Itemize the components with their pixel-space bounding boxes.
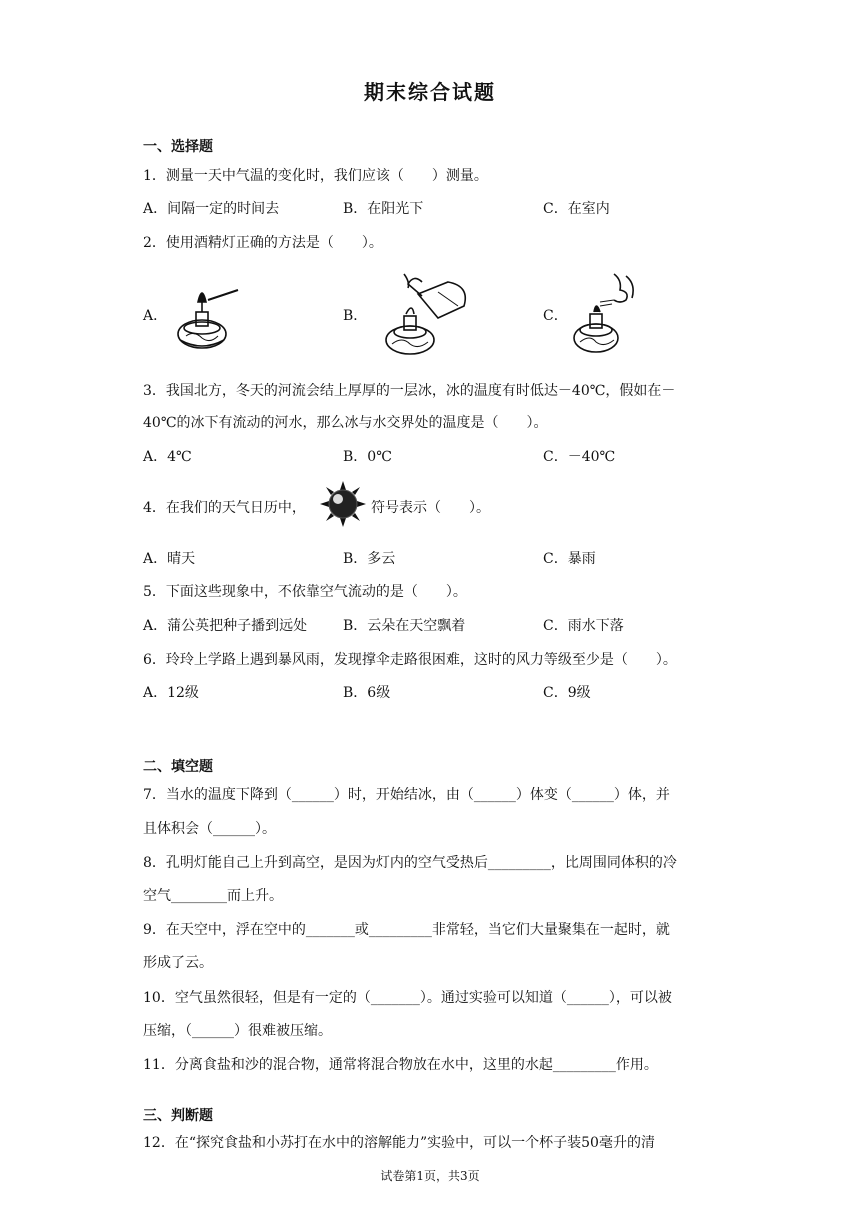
question-6-option-c: C．9级 xyxy=(543,685,591,701)
question-3-stem-line1: 3．我国北方，冬天的河流会结上厚厚的一层冰，冰的温度有时低达－40℃，假如在－ xyxy=(143,383,676,399)
question-2-option-c: C． xyxy=(543,308,568,324)
question-1-stem: 1．测量一天中气温的变化时，我们应该（ ）测量。 xyxy=(143,168,488,184)
question-2-option-b: B． xyxy=(343,308,368,324)
question-4-stem-after: 符号表示（ ）。 xyxy=(371,500,490,516)
question-10-line2: 压缩，（______）很难被压缩。 xyxy=(143,1023,332,1039)
question-1-option-a: A．间隔一定的时间去 xyxy=(143,201,280,217)
question-3-option-c: C．－40℃ xyxy=(543,449,616,465)
question-5-option-a: A．蒲公英把种子播到远处 xyxy=(143,618,308,634)
question-9-line1: 9．在天空中，浮在空中的_______或_________非常轻，当它们大量聚集在一起时，就 xyxy=(143,922,670,938)
section-heading-choice: 一、选择题 xyxy=(143,139,213,155)
question-1-option-c: C．在室内 xyxy=(543,201,610,217)
section-heading-fill: 二、填空题 xyxy=(143,759,213,775)
question-6-option-a: A．12级 xyxy=(143,685,199,701)
question-1-option-b: B．在阳光下 xyxy=(343,201,424,217)
question-2-stem: 2．使用酒精灯正确的方法是（ ）。 xyxy=(143,235,383,251)
question-5-option-b: B．云朵在天空飘着 xyxy=(343,618,466,634)
section-heading-judge: 三、判断题 xyxy=(143,1108,213,1124)
question-4-stem-before: 4．在我们的天气日历中， xyxy=(143,500,306,516)
question-5-option-c: C．雨水下落 xyxy=(543,618,624,634)
question-9-line2: 形成了云。 xyxy=(143,955,213,971)
question-7-line2: 且体积会（______）。 xyxy=(143,821,276,837)
alcohol-lamp-blow-image xyxy=(570,270,642,358)
question-8-line2: 空气________而上升。 xyxy=(143,888,283,904)
question-7-line1: 7．当水的温度下降到（______）时，开始结冰，由（______）体变（______）体，并 xyxy=(143,787,670,803)
question-6-stem: 6．玲玲上学路上遇到暴风雨，发现撑伞走路很困难，这时的风力等级至少是（ ）。 xyxy=(143,652,677,668)
weather-symbol-icon xyxy=(319,480,367,528)
page-footer: 试卷第1页，共3页 xyxy=(380,1169,480,1183)
alcohol-lamp-tilted-image xyxy=(378,272,478,360)
question-3-stem-line2: 40℃的冰下有流动的河水，那么冰与水交界处的温度是（ ）。 xyxy=(143,415,548,431)
alcohol-lamp-match-image xyxy=(172,270,244,356)
question-4-option-a: A．晴天 xyxy=(143,551,196,567)
question-12-line1: 12．在“探究食盐和小苏打在水中的溶解能力”实验中，可以一个杯子装50毫升的清 xyxy=(143,1135,655,1151)
question-2-option-a: A． xyxy=(143,308,168,324)
question-8-line1: 8．孔明灯能自己上升到高空，是因为灯内的空气受热后_________，比周围同体积的冷 xyxy=(143,855,677,871)
question-3-option-b: B．0℃ xyxy=(343,449,392,465)
page-title: 期末综合试题 xyxy=(364,80,496,104)
question-4-option-c: C．暴雨 xyxy=(543,551,596,567)
question-5-stem: 5．下面这些现象中，不依靠空气流动的是（ ）。 xyxy=(143,584,467,600)
question-6-option-b: B．6级 xyxy=(343,685,391,701)
question-10-line1: 10．空气虽然很轻，但是有一定的（_______）。通过实验可以知道（______），可以被 xyxy=(143,990,672,1006)
question-4-option-b: B．多云 xyxy=(343,551,396,567)
question-3-option-a: A．4℃ xyxy=(143,449,192,465)
question-11-stem: 11．分离食盐和沙的混合物，通常将混合物放在水中，这里的水起_________作用。 xyxy=(143,1057,658,1073)
